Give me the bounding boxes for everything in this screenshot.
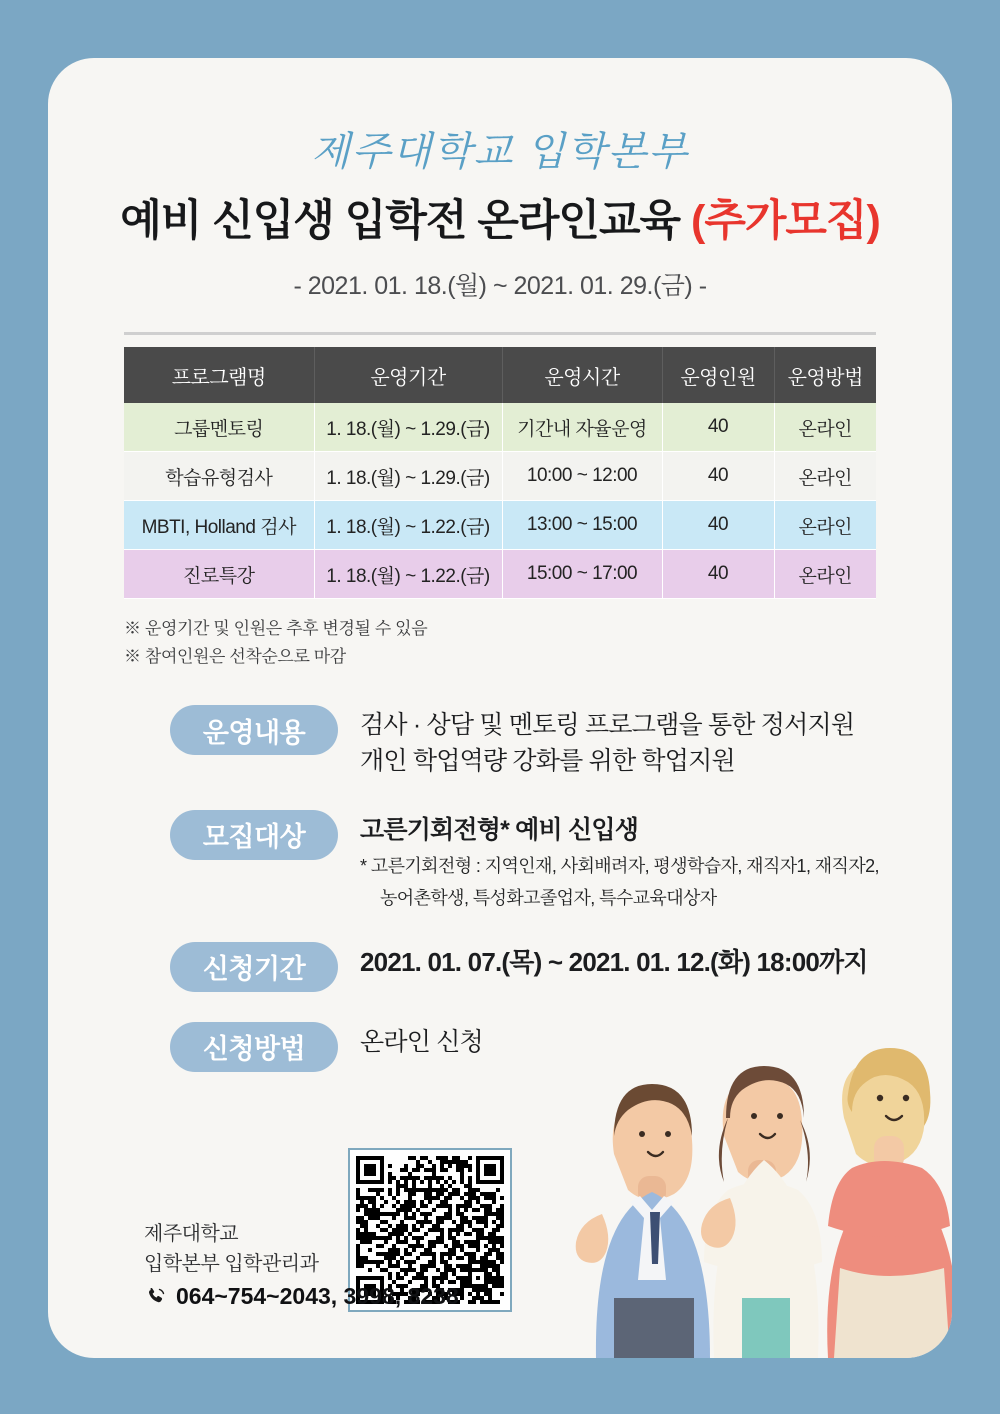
table-header-row xyxy=(124,347,876,403)
table-cell: 기간내 자율운영 xyxy=(502,403,662,452)
table-cell: 진로특강 xyxy=(124,550,314,599)
table-cell: 1. 18.(월) ~ 1.29.(금) xyxy=(314,403,502,452)
section-body-content xyxy=(360,705,854,780)
students-illustration xyxy=(492,968,952,1358)
table-header-cell: 운영기간 xyxy=(314,347,502,403)
schedule-table xyxy=(124,347,876,599)
table-header-cell: 운영시간 xyxy=(502,347,662,403)
table-cell: 15:00 ~ 17:00 xyxy=(502,550,662,599)
table-row xyxy=(124,501,876,550)
table-cell: 1. 18.(월) ~ 1.29.(금) xyxy=(314,452,502,501)
date-range: - 2021. 01. 18.(월) ~ 2021. 01. 29.(금) - xyxy=(293,272,707,300)
table-cell: 온라인 xyxy=(774,550,876,599)
note-item: ※ 운영기간 및 인원은 추후 변경될 수 있음 xyxy=(124,619,428,638)
table-cell: 온라인 xyxy=(774,452,876,501)
footer-org-2: 입학본부 입학관리과 xyxy=(144,1253,319,1275)
content-line-1: 검사 · 상담 및 멘토링 프로그램을 통한 정서지원 xyxy=(360,711,855,740)
phone-icon xyxy=(144,1285,168,1309)
table-header-cell: 프로그램명 xyxy=(124,347,314,403)
table-cell: MBTI, Holland 검사 xyxy=(124,501,314,550)
footer xyxy=(144,1219,459,1310)
table-header-cell: 운영인원 xyxy=(662,347,774,403)
table-cell: 40 xyxy=(662,550,774,599)
table-cell: 40 xyxy=(662,403,774,452)
page-title xyxy=(48,187,952,248)
poster xyxy=(48,58,952,1358)
student-left xyxy=(576,1084,710,1358)
page-title-extra: (추가모집) xyxy=(691,197,880,245)
section-content xyxy=(170,705,952,780)
table-cell: 13:00 ~ 15:00 xyxy=(502,501,662,550)
table-cell: 학습유형검사 xyxy=(124,452,314,501)
student-middle xyxy=(701,1066,822,1358)
brand-script: 제주대학교 입학본부 xyxy=(311,129,689,174)
table-cell: 40 xyxy=(662,501,774,550)
target-sub-1: * 고른기회전형 : 지역인재, 사회배려자, 평생학습자, 재직자1, 재직자2, xyxy=(360,855,879,876)
target-line-1: 고른기회전형* 예비 신입생 xyxy=(360,815,639,844)
schedule-table-wrap xyxy=(124,332,876,599)
target-sub-2: 농어촌학생, 특성화고졸업자, 특수교육대상자 xyxy=(380,887,717,908)
table-cell: 그룹멘토링 xyxy=(124,403,314,452)
phone-row xyxy=(144,1283,459,1310)
section-label-period: 신청기간 xyxy=(170,942,338,992)
section-body-method xyxy=(360,1022,483,1060)
table-cell: 40 xyxy=(662,452,774,501)
student-right xyxy=(827,1048,952,1358)
section-label-target: 모집대상 xyxy=(170,810,338,860)
table-cell: 1. 18.(월) ~ 1.22.(금) xyxy=(314,550,502,599)
section-target xyxy=(170,810,952,912)
section-label-content: 운영내용 xyxy=(170,705,338,755)
table-cell: 10:00 ~ 12:00 xyxy=(502,452,662,501)
section-label-method: 신청방법 xyxy=(170,1022,338,1072)
section-body-target xyxy=(360,810,879,912)
table-cell: 1. 18.(월) ~ 1.22.(금) xyxy=(314,501,502,550)
table-cell: 온라인 xyxy=(774,501,876,550)
footer-org-1: 제주대학교 xyxy=(144,1223,239,1245)
table-row xyxy=(124,452,876,501)
table-row xyxy=(124,403,876,452)
table-header-cell: 운영방법 xyxy=(774,347,876,403)
content-line-2: 개인 학업역량 강화를 위한 학업지원 xyxy=(360,747,735,776)
phone-number: 064~754~2043, 3998, 8238 xyxy=(176,1283,459,1309)
method-line-1: 온라인 신청 xyxy=(360,1027,483,1056)
notes xyxy=(124,615,876,671)
table-row xyxy=(124,550,876,599)
page-title-main: 예비 신입생 입학전 온라인교육 xyxy=(120,197,681,245)
note-item: ※ 참여인원은 선착순으로 마감 xyxy=(124,647,346,667)
period-line-1: 2021. 01. 07.(목) ~ 2021. 01. 12.(화) 18:00까지 xyxy=(360,946,868,977)
table-cell: 온라인 xyxy=(774,403,876,452)
